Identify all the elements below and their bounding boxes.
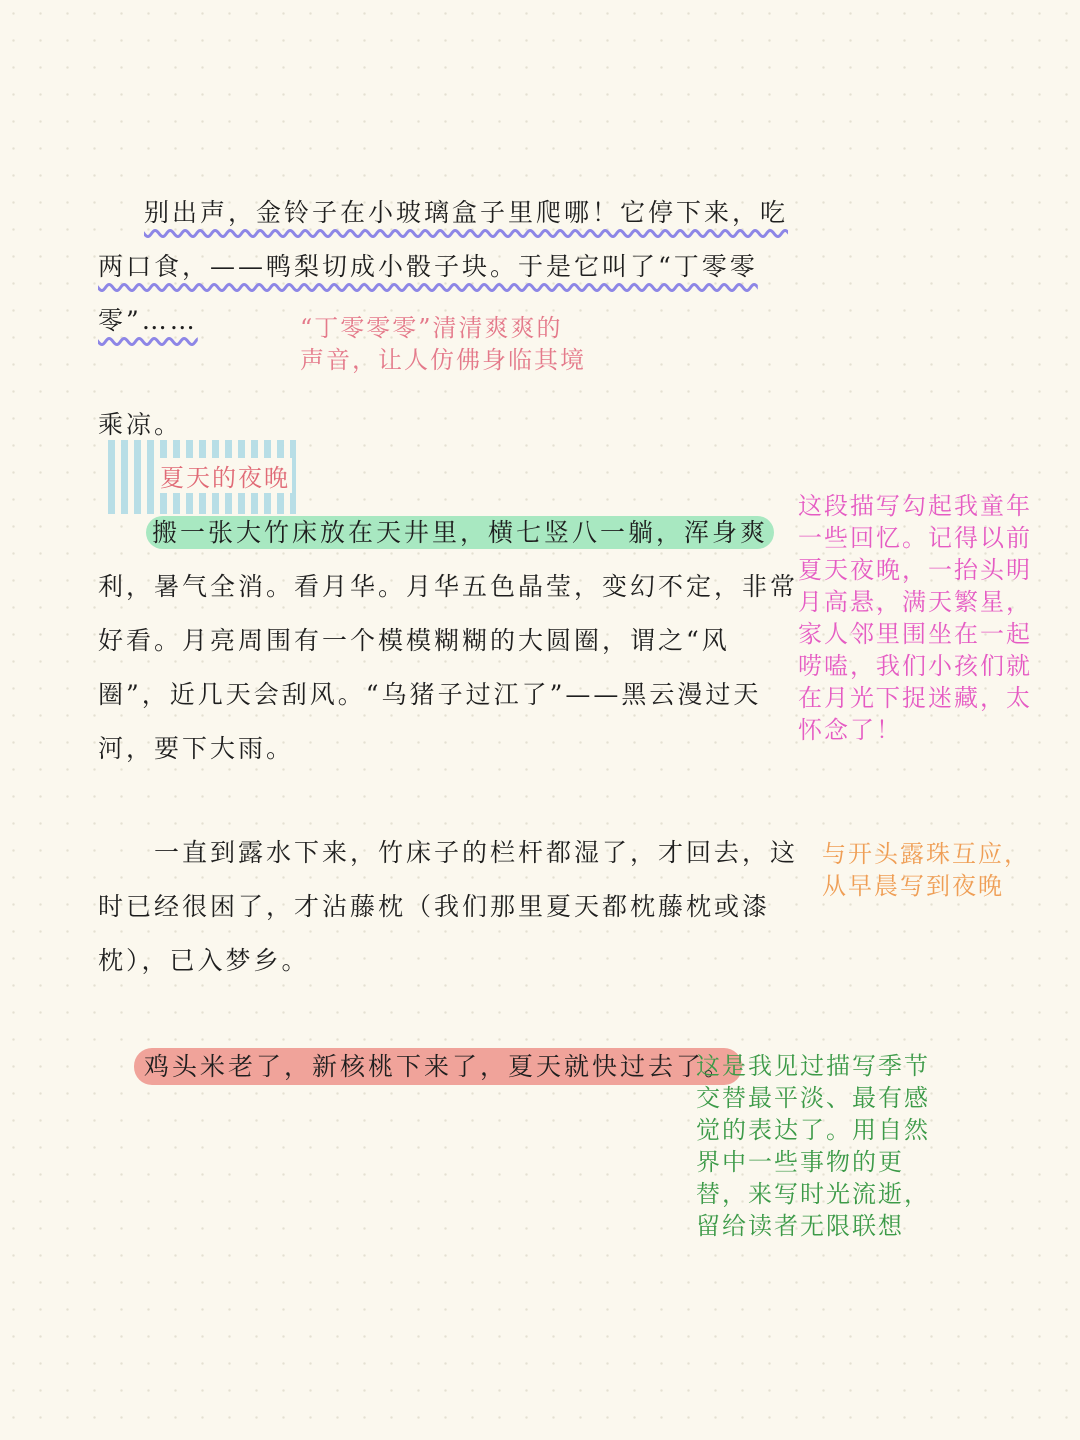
text-line: 圈”，近几天会刮风。“乌猪子过江了”——黑云漫过天: [98, 680, 762, 709]
underlined-text: 别出声，金铃子在小玻璃盒子里爬哪！它停下来，吃: [144, 198, 789, 227]
text-line: 枕），已入梦乡。: [98, 946, 310, 975]
annotation-line: 月高悬，满天繁星，: [798, 588, 1032, 616]
underlined-text: 两口食，——鸭梨切成小骰子块。于是它叫了“丁零零: [98, 252, 758, 281]
paragraph-summer-end: [134, 1040, 742, 1094]
annotation-childhood: [798, 490, 1032, 746]
text-line: 利，暑气全消。看月华。月华五色晶莹，变幻不定，非常: [98, 572, 799, 601]
annotation-line: 留给读者无限联想: [696, 1212, 904, 1240]
annotation-line: 夏天夜晚，一抬头明: [798, 556, 1032, 584]
section-label: 夏天的夜晚: [158, 458, 292, 493]
annotation-line: 这是我见过描写季节: [696, 1052, 930, 1080]
annotation-line: 家人邻里围坐在一起: [798, 620, 1032, 648]
text-line: 好看。月亮周围有一个模模糊糊的大圆圈，谓之“风: [98, 626, 730, 655]
annotation-line: 界中一些事物的更: [696, 1148, 904, 1176]
annotation-line: 觉的表达了。用自然: [696, 1116, 930, 1144]
annotation-line: 唠嗑，我们小孩们就: [798, 652, 1032, 680]
annotation-line: 怀念了！: [798, 716, 902, 744]
annotation-line: 一些回忆。记得以前: [798, 524, 1032, 552]
annotation-line: 交替最平淡、最有感: [696, 1084, 930, 1112]
text-line: [134, 1040, 742, 1094]
underlined-text: 零”……: [98, 306, 198, 335]
annotation-line: “丁零零零”清清爽爽的: [300, 314, 563, 342]
annotation-season: [696, 1050, 930, 1242]
highlighted-text: 搬一张大竹床放在天井里，横七竖八一躺，浑身爽: [146, 516, 774, 549]
text-line: [98, 240, 788, 294]
text-line: [98, 186, 788, 240]
text-line: 河，要下大雨。: [98, 734, 295, 763]
paragraph-dew: [98, 826, 798, 988]
annotation-line: 在月光下捉迷藏，太: [798, 684, 1032, 712]
annotation-line: 这段描写勾起我童年: [798, 492, 1032, 520]
paragraph-night: [98, 506, 798, 776]
annotation-line: 与开头露珠互应，: [822, 840, 1030, 868]
annotation-echo: [822, 838, 1030, 902]
text-line: 时已经很困了，才沾藤枕（我们那里夏天都枕藤枕或漆: [98, 892, 771, 921]
annotation-sound: [300, 312, 586, 376]
annotation-line: 声音，让人仿佛身临其境: [300, 346, 586, 374]
annotation-line: 替，来写时光流逝，: [696, 1180, 930, 1208]
text-line: 一直到露水下来，竹床子的栏杆都湿了，才回去，这: [154, 838, 799, 867]
text-line: [98, 506, 798, 560]
annotation-line: 从早晨写到夜晚: [822, 872, 1004, 900]
text-line: 乘凉。: [98, 410, 183, 439]
highlighted-text: 鸡头米老了，新核桃下来了，夏天就快过去了。: [134, 1048, 742, 1085]
